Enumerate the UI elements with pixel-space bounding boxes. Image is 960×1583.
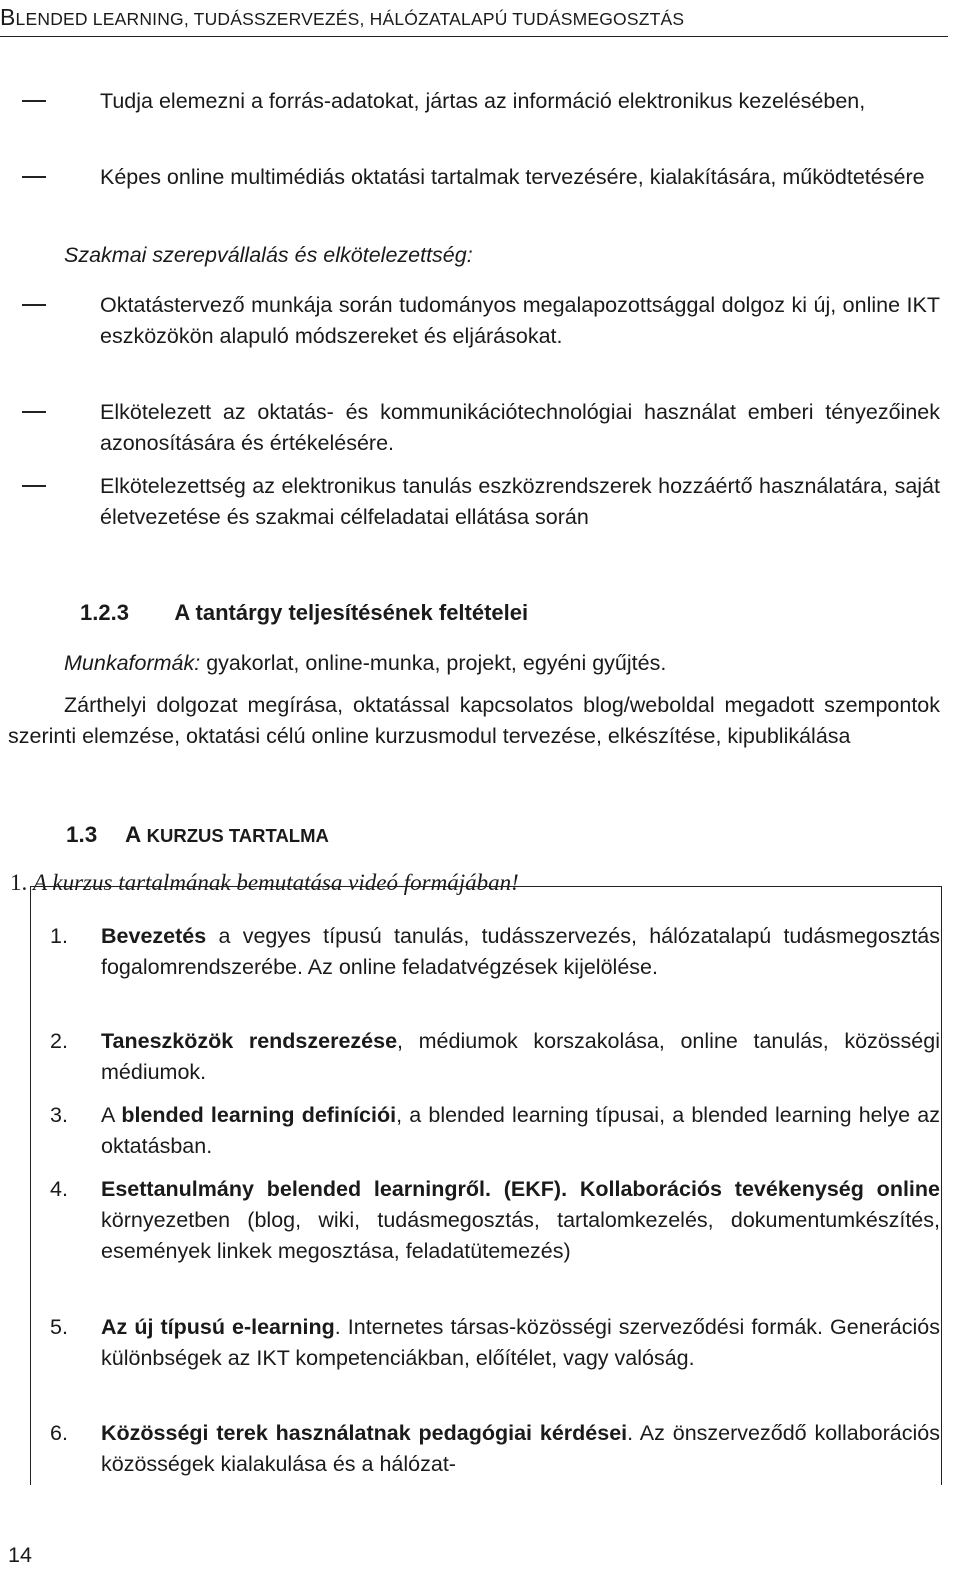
- dash-bullet: [22, 411, 46, 413]
- item-text: . Az önszerveződő kollaborációs közösségek kialakulása és a hálózat-: [101, 1421, 940, 1476]
- item-number: 3.: [50, 1103, 68, 1127]
- item-text: környezetben (blog, wiki, tudásmegosztás, tartalomkezelés, dokumentumkészítés, események linkek megosztása, feladatütemezés): [101, 1208, 940, 1263]
- header-initial: B: [0, 4, 16, 30]
- section-number: 1.3: [66, 822, 98, 847]
- item-bold: Taneszközök rendszerezése: [101, 1029, 398, 1053]
- list-item-text: Elkötelezettség az elektronikus tanulás eszközrendszerek hozzáértő használatára, saját életvezetése és szakmai célfeladatai ellátása során: [100, 474, 940, 529]
- intro-number: 1.: [10, 870, 28, 895]
- work-forms: [64, 648, 666, 679]
- item-bold: Közösségi terek használatnak pedagógiai kérdései: [101, 1421, 628, 1445]
- item-bold: blended learning definíciói: [121, 1103, 397, 1127]
- section-number: 1.2.3: [80, 600, 129, 625]
- list-item-text: Oktatástervező munkája során tudományos megalapozottsággal dolgoz ki új, online IKT eszközökön alapuló módszereket és eljárásokat.: [100, 293, 940, 348]
- item-prefix: A: [101, 1103, 122, 1127]
- exam-paragraph: Zárthelyi dolgozat megírása, oktatással kapcsolatos blog/weboldal megadott szempontok szerinti elemzése, oktatási célú online kurzusmodul tervezése, elkészítése, kipublikálása: [8, 693, 940, 748]
- item-number: 6.: [50, 1421, 68, 1445]
- item-number: 2.: [50, 1029, 68, 1053]
- item-bold: Bevezetés: [101, 924, 207, 948]
- section-heading: [66, 820, 329, 851]
- item-bold: Esettanulmány belended learningről. (EKF). Kollaborációs tevékenység online: [101, 1177, 940, 1201]
- section-title-rest: KURZUS TARTALMA: [146, 825, 329, 846]
- work-forms-label: Munkaformák:: [64, 651, 201, 675]
- list-item-text: Elkötelezett az oktatás- és kommunikációtechnológiai használat emberi tényezőinek azonosítására és értékelésére.: [100, 400, 940, 455]
- list-item: [0, 921, 940, 983]
- section-heading: [80, 598, 528, 628]
- dash-bullet: [22, 176, 46, 178]
- list-item: [0, 397, 940, 459]
- header-rest: LENDED LEARNING, TUDÁSSZERVEZÉS, HÁLÓZATALAPÚ TUDÁSMEGOSZTÁS: [15, 9, 685, 29]
- running-header: [0, 2, 948, 37]
- item-text: , a blended learning típusai, a blended learning helye az oktatásban.: [101, 1103, 940, 1158]
- intro-text: A kurzus tartalmának bemutatása videó formájában!: [33, 870, 519, 895]
- section-title: A tantárgy teljesítésének feltételei: [174, 600, 529, 625]
- list-item-text: Tudja elemezni a forrás-adatokat, jártas az információ elektronikus kezelésében,: [100, 89, 866, 113]
- work-forms-text: gyakorlat, online-munka, projekt, egyéni gyűjtés.: [200, 651, 667, 675]
- subheading: Szakmai szerepvállalás és elkötelezettség:: [64, 243, 473, 267]
- section-title-initial: A: [124, 822, 141, 847]
- list-item: [0, 290, 940, 352]
- item-text: , médiumok korszakolása, online tanulás, közösségi médiumok.: [101, 1029, 940, 1084]
- item-number: 5.: [50, 1315, 68, 1339]
- list-item: [0, 86, 940, 117]
- item-text: . Internetes társas-közösségi szerveződési formák. Generációs különbségek az IKT kompetenciákban, előítélet, vagy valóság.: [101, 1315, 940, 1370]
- list-item: [0, 1100, 940, 1162]
- item-text: a vegyes típusú tanulás, tudásszervezés, hálózatalapú tudásmegosztás fogalomrendszerébe. Az online feladatvégzések kijelölése.: [101, 924, 940, 979]
- list-item: [0, 1026, 940, 1088]
- list-item: [0, 162, 940, 193]
- item-number: 4.: [50, 1177, 68, 1201]
- list-item: [0, 471, 940, 533]
- item-number: 1.: [50, 924, 68, 948]
- dash-bullet: [22, 485, 46, 487]
- page-number: 14: [8, 1543, 32, 1567]
- list-item-text: Képes online multimédiás oktatási tartalmak tervezésére, kialakítására, működtetésére: [100, 165, 925, 189]
- list-item: [0, 1418, 940, 1480]
- item-bold: Az új típusú e-learning: [101, 1315, 335, 1339]
- list-item: [0, 1312, 940, 1374]
- dash-bullet: [22, 304, 46, 306]
- list-item: [0, 1174, 940, 1267]
- dash-bullet: [22, 100, 46, 102]
